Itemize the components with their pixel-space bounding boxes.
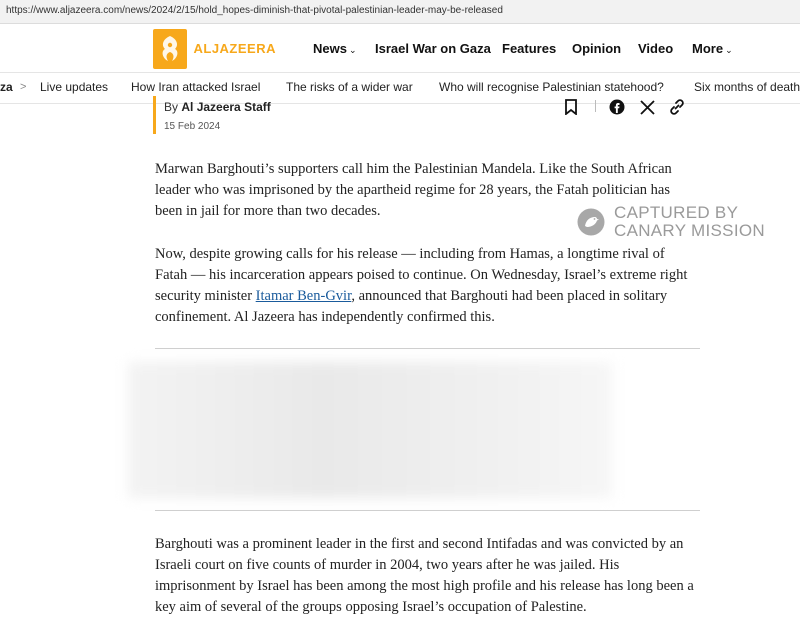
share-divider xyxy=(595,100,596,112)
byline-prefix: By xyxy=(164,100,179,114)
nav-news[interactable] xyxy=(313,41,357,56)
bookmark-button[interactable] xyxy=(564,98,578,116)
blurred-ad-placeholder xyxy=(128,362,612,498)
subnav-item-iran-attack[interactable]: How Iran attacked Israel xyxy=(131,80,261,94)
watermark-text xyxy=(614,204,765,240)
itamar-ben-gvir-link[interactable]: Itamar Ben-Gvir xyxy=(255,288,352,304)
subnav-item-six-months[interactable]: Six months of death xyxy=(694,80,800,94)
byline-accent-bar xyxy=(153,96,156,134)
nav-more[interactable] xyxy=(692,41,733,56)
watermark-line: CANARY MISSION xyxy=(614,221,765,240)
subnav-item-wider-war[interactable]: The risks of a wider war xyxy=(286,80,413,94)
paragraph-text: Now, despite growing calls for his release — including from Hamas, a longtime rival of Fatah — his incarceration appears poised to continue. On Wednesday, Israel’s extreme right security minister xyxy=(155,246,688,304)
chevron-down-icon: ⌄ xyxy=(348,44,357,55)
subnav-item-live-updates[interactable]: Live updates xyxy=(40,80,109,94)
x-share-button[interactable] xyxy=(640,98,655,116)
watermark-line: CAPTURED BY xyxy=(614,203,739,222)
article-paragraph: Barghouti was a prominent leader in the first and second Intifadas and was convicted by an Israeli court on five counts of murder in 2004, two years after he was jailed. His imprisonment by Israel has been among the most high profile and his release has long been a key aim of several of the groups opposing Israel’s occupation of Palestine. xyxy=(155,536,694,615)
url-text: https://www.aljazeera.com/news/2024/2/15/hold_hopes-diminish-that-pivotal-palestinian-leader-may-be-released xyxy=(6,5,503,16)
x-icon xyxy=(640,100,655,115)
logo-text: ALJAZEERA xyxy=(193,41,276,56)
article-paragraph xyxy=(155,244,700,328)
publish-date: 15 Feb 2024 xyxy=(164,121,221,132)
nav-news-label: News xyxy=(313,40,347,56)
nav-features[interactable]: Features xyxy=(502,40,557,56)
paragraph-text: , announced that Barghouti had been placed in solitary confinement. Al Jazeera has independently confirmed this. xyxy=(155,288,668,325)
site-header xyxy=(0,24,800,72)
subnav-item-statehood[interactable]: Who will recognise Palestinian statehood? xyxy=(439,80,664,94)
link-icon xyxy=(669,99,685,115)
nav-video[interactable]: Video xyxy=(638,40,674,56)
facebook-icon xyxy=(609,99,625,115)
chevron-right-icon: > xyxy=(20,81,27,93)
byline xyxy=(164,100,271,114)
subnav-item-gaza[interactable]: za xyxy=(0,80,13,94)
canary-bird-icon xyxy=(576,207,606,237)
article-paragraph: Marwan Barghouti’s supporters call him the Palestinian Mandela. Like the South African leader who was imprisoned by the apartheid regime for 28 years, the Fatah politician has been in jail for more than two decades. xyxy=(155,161,672,219)
nav-more-label: More xyxy=(692,40,724,56)
chevron-down-icon: ⌄ xyxy=(725,44,733,55)
main-nav xyxy=(0,24,800,72)
canary-mission-watermark xyxy=(576,204,765,240)
content-divider xyxy=(155,510,700,511)
address-bar[interactable] xyxy=(0,0,800,24)
facebook-share-button[interactable] xyxy=(609,98,625,116)
nav-opinion[interactable]: Opinion xyxy=(572,40,622,56)
bookmark-icon xyxy=(564,99,578,115)
author-link[interactable]: Al Jazeera Staff xyxy=(181,100,271,114)
nav-israel-war-on-gaza[interactable]: Israel War on Gaza xyxy=(375,40,491,56)
copy-link-button[interactable] xyxy=(669,98,685,116)
content-divider xyxy=(155,348,700,349)
